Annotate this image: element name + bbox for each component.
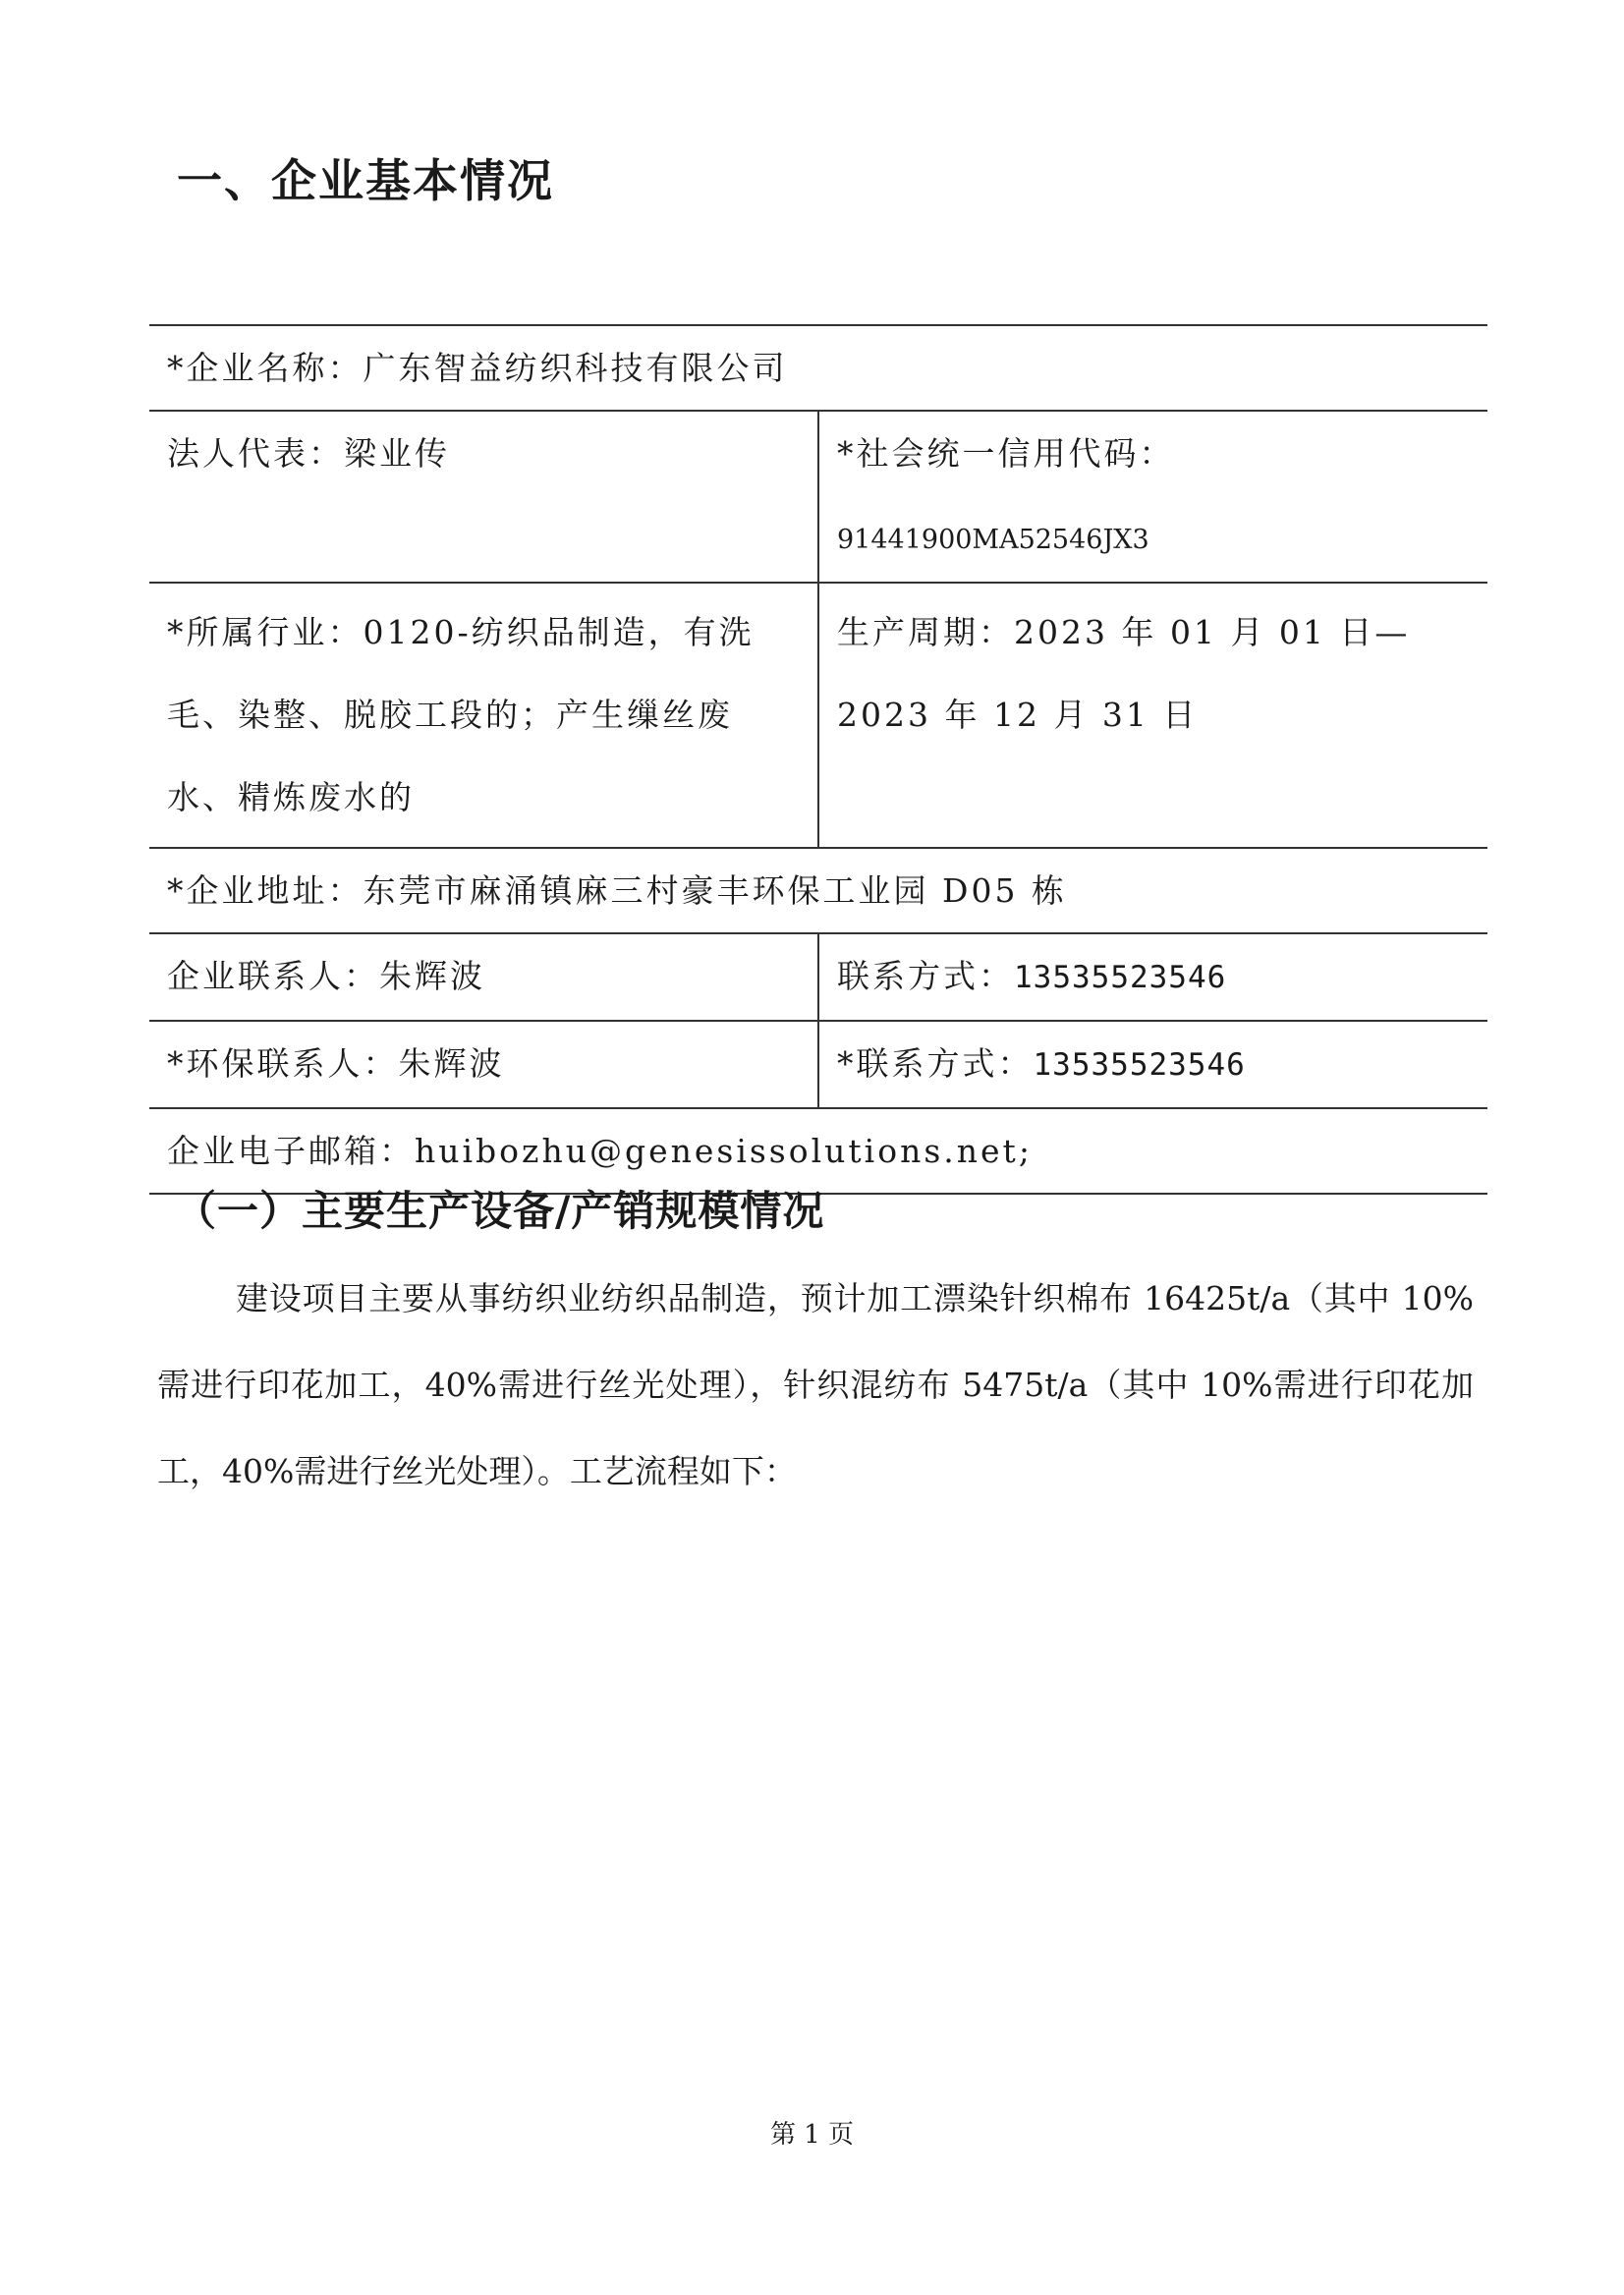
env-contact-cell: *环保联系人：朱辉波	[149, 1022, 819, 1107]
env-phone-value: 13535523546	[1033, 1047, 1246, 1083]
company-name-cell: *企业名称：广东智益纺织科技有限公司	[167, 349, 788, 387]
email-cell: 企业电子邮箱：huibozhu@genesissolutions.net;	[167, 1132, 1033, 1170]
address-cell: *企业地址：东莞市麻涌镇麻三村豪丰环保工业园 D05 栋	[167, 871, 1067, 910]
contact-phone-value: 13535523546	[1014, 960, 1227, 995]
credit-code-label: *社会统一信用代码：	[837, 434, 1175, 473]
table-row-company-name	[149, 324, 1487, 410]
credit-code-cell	[819, 412, 1487, 582]
industry-cell: *所属行业：0120-纺织品制造，有洗毛、染整、脱胶工段的；产生缫丝废水、精炼废水的	[149, 584, 819, 847]
legal-rep-cell: 法人代表：梁业传	[149, 412, 819, 582]
table-row-industry-period	[149, 582, 1487, 847]
body-paragraph: 建设项目主要从事纺织业纺织品制造，预计加工漂染针织棉布 16425t/a（其中 10%需进行印花加工，40%需进行丝光处理），针织混纺布 5475t/a（其中 10%需进行印花加工，40%需进行丝光处理）。工艺流程如下：	[157, 1279, 1474, 1490]
env-phone-label: *联系方式：	[837, 1044, 1034, 1083]
subsection-title: （一）主要生产设备/产销规模情况	[175, 1187, 825, 1235]
company-info-table	[149, 324, 1487, 1195]
table-row-address	[149, 847, 1487, 932]
table-row-contact	[149, 932, 1487, 1020]
contact-phone-label: 联系方式：	[837, 957, 1014, 995]
section-title: 一、企业基本情况	[177, 154, 554, 207]
contact-person-cell: 企业联系人：朱辉波	[149, 934, 819, 1020]
production-period-cell: 生产周期：2023 年 01 月 01 日—2023 年 12 月 31 日	[837, 613, 1411, 734]
table-row-env-contact	[149, 1020, 1487, 1107]
env-phone-cell	[819, 1022, 1487, 1107]
credit-code-value: 91441900MA52546JX3	[837, 525, 1149, 555]
contact-phone-cell	[819, 934, 1487, 1020]
page-number: 第 1 页	[769, 2120, 855, 2150]
table-row-legal-credit	[149, 410, 1487, 582]
